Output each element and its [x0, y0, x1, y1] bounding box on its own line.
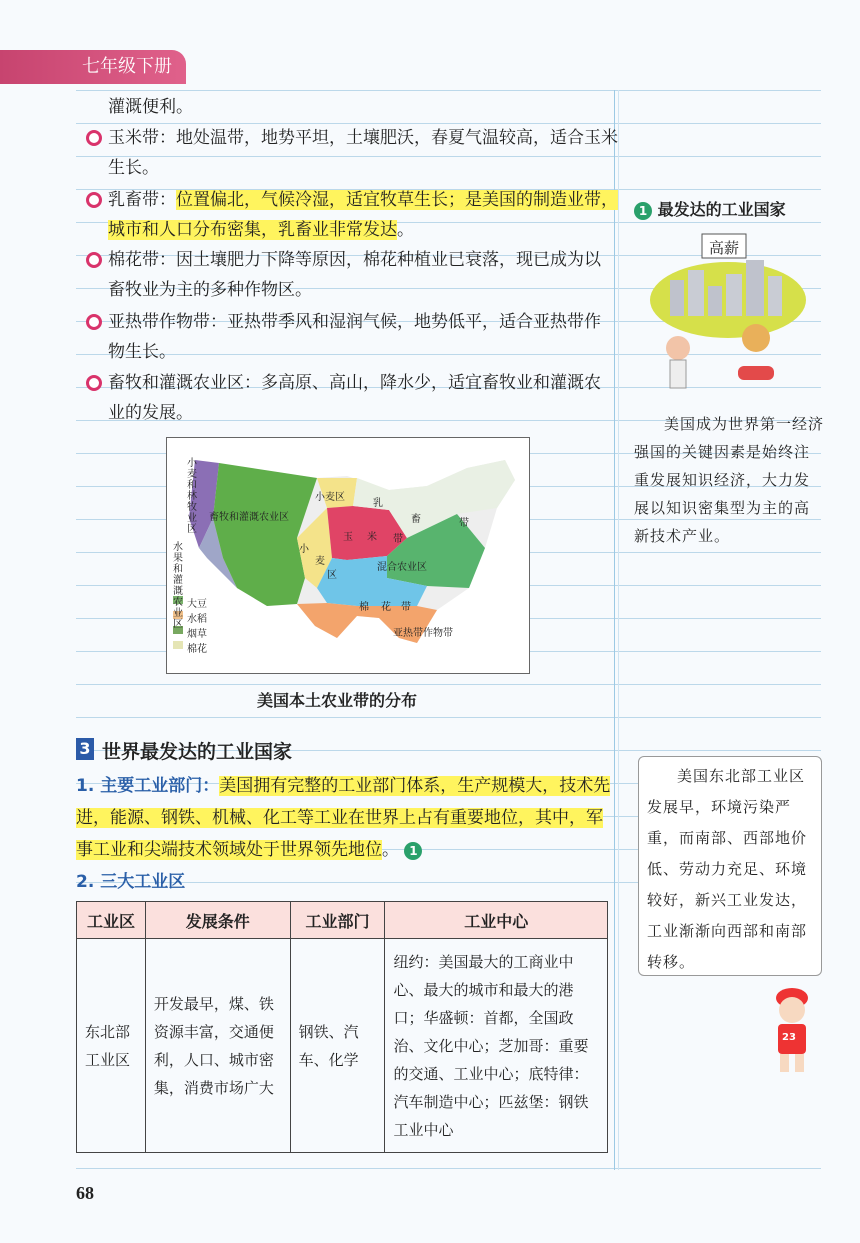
- salary-sign: 高薪: [708, 239, 739, 257]
- map-label-dairy: 乳: [373, 498, 383, 509]
- industry-line2: 进，能源、钢铁、机械、化工等工业在世界上占有重要地位，其中，军: [76, 808, 603, 828]
- col-header-conditions: 发展条件: [145, 902, 290, 939]
- dairy-belt-line1: 乳畜带：位置偏北，气候冷湿，适宜牧草生长；是美国的制造业带，: [108, 190, 618, 210]
- mascot-graphic: [764, 984, 820, 1076]
- map-caption: 美国本土农业带的分布: [257, 691, 418, 710]
- industry-line1: 1. 主要工业部门：美国拥有完整的工业部门体系，生产规模大，技术先: [76, 776, 611, 796]
- table-row: [77, 939, 608, 1153]
- salary-cartoon-illustration: [648, 230, 808, 400]
- map-label-wheat-south: 小: [299, 544, 309, 555]
- col-header-sectors: 工业部门: [290, 902, 385, 939]
- sidebar-note1-text: 美国成为世界第一经济强国的关键因素是始终注重发展知识经济，大力发展以知识密集型为主的高新技术产业。: [634, 415, 825, 545]
- us-agriculture-map: [166, 437, 530, 674]
- industry-line3: 事工业和尖端技术领域处于世界领先地位。 1: [76, 840, 422, 860]
- page-number: 68: [76, 1183, 94, 1203]
- map-label-subtropical: 亚热带作物带: [393, 628, 453, 639]
- map-label-mixed: 混合农业区: [377, 562, 427, 573]
- industrial-zones-table: [76, 901, 608, 1153]
- map-label-dairy: 带: [459, 518, 469, 529]
- map-label-cotton: 带: [401, 602, 411, 613]
- subtropical-belt-line1: 亚热带作物带：亚热带季风和湿润气候，地势低平，适合亚热带作: [108, 312, 601, 332]
- sidebar-note2-box: [638, 756, 822, 976]
- cell-conditions: 开发最早，煤、铁资源丰富，交通便利，人口、城市密集，消费市场广大: [145, 939, 290, 1153]
- map-label-corn: 玉: [343, 532, 353, 543]
- cell-sectors: 钢铁、汽车、化学: [290, 939, 385, 1153]
- sidebar-note2-text: 美国东北部工业区发展早，环境污染严重，而南部、西部地价低、劳动力充足、环境较好，新兴工业发达，工业渐渐向西部和南部转移。: [647, 767, 808, 971]
- us-map-graphic: [167, 438, 529, 673]
- map-label-corn: 米: [367, 532, 377, 543]
- cell-region: 东北部工业区: [77, 939, 146, 1153]
- bullet-icon: [86, 192, 102, 208]
- map-label-wheat-forestry: 小麦和林牧业区: [187, 458, 197, 535]
- mascot-jersey-number: 23: [782, 1032, 796, 1043]
- col-header-zone: 工业区: [77, 902, 146, 939]
- subtropical-belt-line2: 物生长。: [108, 342, 176, 362]
- mascot-illustration: [764, 984, 820, 1076]
- map-label-wheat-south: 麦: [315, 556, 325, 567]
- sidebar-note1-heading: 1 最发达的工业国家: [634, 197, 786, 220]
- legend-tobacco: 烟草: [187, 629, 207, 640]
- map-label-wheat-south: 区: [327, 570, 337, 581]
- bullet-icon: [86, 314, 102, 330]
- note-marker-icon[interactable]: 1: [404, 842, 422, 860]
- cotton-belt-line1: 棉花带：因土壤肥力下降等原因，棉花种植业已衰落，现已成为以: [108, 250, 601, 270]
- map-label-fruit-irrigation: 水果和灌溉农业区: [173, 542, 183, 630]
- map-label-cotton: 花: [381, 602, 391, 613]
- grade-tab: 七年级下册: [0, 50, 186, 84]
- cell-centers: 纽约：美国最大的工商业中心、最大的城市和最大的港口；华盛顿：首都，全国政治、文化中心；芝加哥：重要的交通、工业中心；底特律：汽车制造中心；匹兹堡：钢铁工业中心: [385, 939, 608, 1153]
- corn-belt-line2: 生长。: [108, 158, 159, 178]
- bullet-icon: [86, 130, 102, 146]
- table-header-row: [77, 902, 608, 939]
- legend-soybean: 大豆: [187, 599, 207, 610]
- cotton-belt-line2: 畜牧业为主的多种作物区。: [108, 280, 312, 300]
- bullet-icon: [86, 375, 102, 391]
- map-label-dairy: 畜: [411, 514, 421, 525]
- note-number-icon: 1: [634, 202, 652, 220]
- industry-zones-heading: 2. 三大工业区: [76, 872, 186, 892]
- legend-rice: 水稻: [187, 614, 207, 625]
- intro-line: 灌溉便利。: [108, 97, 193, 117]
- legend-cotton: 棉花: [187, 644, 207, 655]
- section-number: 3: [76, 738, 94, 760]
- map-label-grazing: 畜牧和灌溉农业区: [209, 512, 289, 523]
- map-label-corn: 带: [393, 534, 403, 545]
- grazing-belt-line2: 业的发展。: [108, 403, 193, 423]
- section-title: 世界最发达的工业国家: [102, 741, 293, 763]
- map-label-cotton: 棉: [359, 602, 369, 613]
- corn-belt-line1: 玉米带：地处温带，地势平坦，土壤肥沃，春夏气温较高，适合玉米: [108, 128, 618, 148]
- bullet-icon: [86, 252, 102, 268]
- map-label-wheat-north: 小麦区: [315, 492, 345, 503]
- grazing-belt-line1: 畜牧和灌溉农业区：多高原、高山，降水少，适宜畜牧业和灌溉农: [108, 373, 601, 393]
- dairy-belt-line2: 城市和人口分布密集，乳畜业非常发达。: [108, 220, 414, 240]
- col-header-centers: 工业中心: [385, 902, 608, 939]
